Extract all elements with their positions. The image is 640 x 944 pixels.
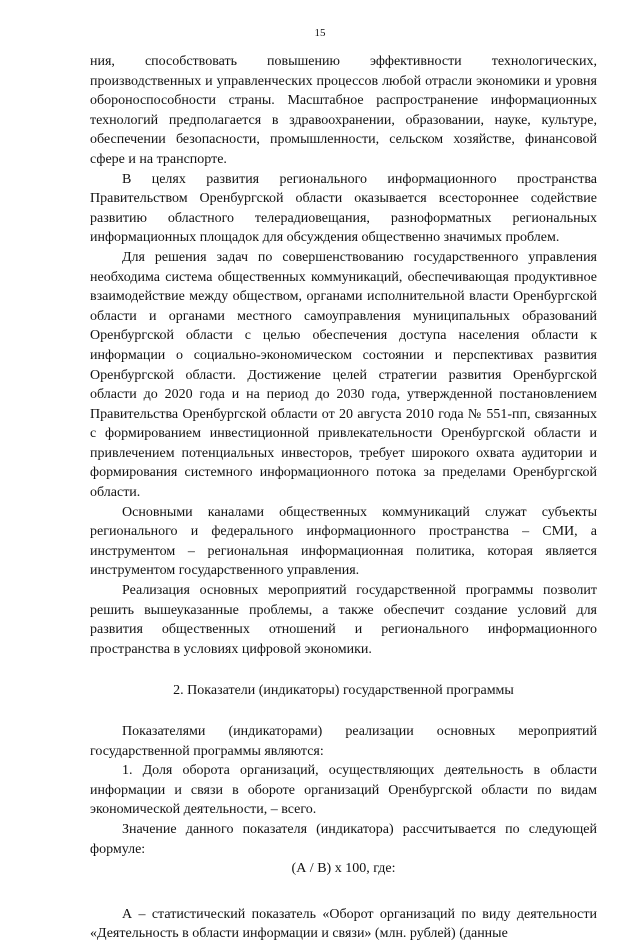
- paragraph-implementation: Реализация основных мероприятий государственной программы позволит решить вышеуказанные проблемы, а также обеспечит создание условий для развития общественных отношений и регионального информационного пространства в условиях цифровой экономики.: [90, 583, 597, 657]
- paragraph-definition-a: А – статистический показатель «Оборот организаций по виду деятельности «Деятельность в области информации и связи» (млн. рублей) (данные: [90, 906, 597, 942]
- section-heading: 2. Показатели (индикаторы) государственной программы: [173, 683, 514, 699]
- document-body: [90, 52, 597, 944]
- paragraph-channels: Основными каналами общественных коммуникаций служат субъекты регионального и федерального информационного пространства – СМИ, а инструментом – региональная информационная политика, которая является инструментом государственного управления.: [90, 504, 597, 579]
- paragraph-continuation: ния, способствовать повышению эффективности технологических, производственных и управленческих процессов любой отрасли экономики и уровня обороноспособности страны. Масштабное распространение информационных технологий предполагается в здравоохранении, образовании, науке, культуре, обеспечении безопасности, промышленности, сельском хозяйстве, финансовой сфере и на транспорте.: [90, 54, 597, 167]
- paragraph-indicators-intro: Показателями (индикаторами) реализации основных мероприятий государственной программы являются:: [90, 724, 597, 759]
- paragraph-info-space: В целях развития регионального информационного пространства Правительством Оренбургской области оказывается всестороннее содействие развитию областного телерадиовещания, разноформатных региональных информационных площадок для обсуждения общественно значимых проблем.: [90, 171, 597, 246]
- paragraph-indicator-1: 1. Доля оборота организаций, осуществляющих деятельность в области информации и связи в обороте организаций Оренбургской области по видам экономической деятельности, – всего.: [90, 763, 597, 818]
- paragraph-public-communications: Для решения задач по совершенствованию государственного управления необходима система общественных коммуникаций, обеспечивающая продуктивное взаимодействие между обществом, органами исполнительной власти Оренбургской области и органами местного самоуправления муниципальных образований Оренбургской области с целью обеспечения доступа населения области к информации о социально-экономическом состоянии и перспективах развития Оренбургской области. Достижение целей стратегии развития Оренбургской области до 2020 года и на период до 2030 года, утвержденной постановлением Правительства Оренбургской области от 20 августа 2010 года № 551-пп, связанных с формированием инвестиционной привлекательности Оренбургской области и привлечением потенциальных инвесторов, требует широкого охвата аудитории и формирования системного информационного потока за пределами Оренбургской области.: [90, 249, 597, 501]
- formula: (А / В) х 100, где:: [291, 861, 396, 877]
- paragraph-formula-intro: Значение данного показателя (индикатора) рассчитывается по следующей формуле:: [90, 821, 597, 857]
- page-number: 15: [314, 27, 326, 39]
